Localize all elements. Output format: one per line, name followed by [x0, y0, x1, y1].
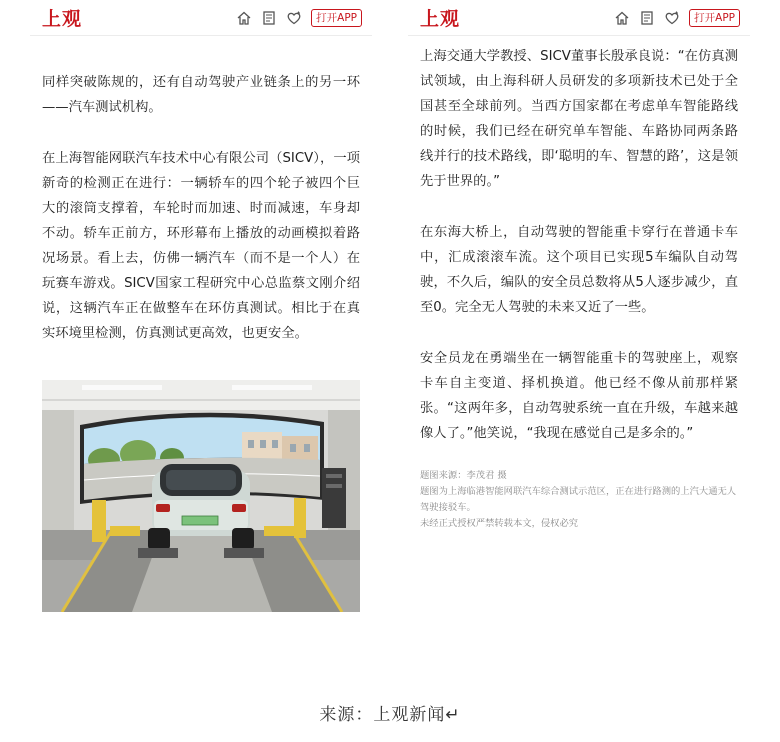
app-logo[interactable]: 上观 — [42, 8, 83, 30]
caption-line: 题图为上海临港智能网联汽车综合测试示范区，正在进行路测的上汽大通无人驾驶接驳车。 — [420, 486, 737, 513]
home-icon[interactable] — [614, 10, 630, 26]
document-icon[interactable] — [639, 10, 655, 26]
open-app-button[interactable]: 打开APP — [311, 9, 362, 27]
heart-icon[interactable] — [286, 10, 302, 26]
source-attribution: 来源：上观新闻↵ — [319, 705, 461, 725]
paragraph: 在上海智能网联汽车技术中心有限公司（SICV），一项新奇的检测正在进行：一辆轿车的四个轮子被四个巨大的滚筒支撑着，车轮时而加速、时而减速，车身却不动。轿车正前方，环形幕布上播放的动画模拟着路况场景。看上去，仿佛一辆汽车（而不是一个人）在玩赛车游戏。SICV国家工程研究中心总监蔡文刚介绍说，这辆汽车正在做整车在环仿真测试。相比于在真实环境里检测，仿真测试更高效，也更安全。 — [42, 151, 360, 341]
open-app-button[interactable]: 打开APP — [689, 9, 740, 27]
caption-line: 题图来源：李茂君 摄 — [420, 470, 507, 481]
paragraph: 上海交通大学教授、SICV董事长殷承良说：“在仿真测试领域，由上海科研人员研发的多项新技术已处于全国甚至全球前列。当西方国家都在考虑单车智能路线的时候，我们已经在研究单车智能、车路协同两条路线并行的技术路线，即‘聪明的车、智慧的路’，这是领先于世界的。” — [420, 49, 738, 189]
app-header — [30, 0, 372, 36]
app-header — [408, 0, 750, 36]
photo-caption — [420, 468, 738, 532]
paragraph: 安全员龙在勇端坐在一辆智能重卡的驾驶座上，观察卡车自主变道、择机换道。他已经不像从前那样紧张。“这两年多，自动驾驶系统一直在升级，车越来越像人了。”他笑说，“我现在感觉自己是多余的。” — [420, 351, 738, 441]
copyright-notice: 未经正式授权严禁转载本文，侵权必究 — [420, 518, 579, 529]
header-actions — [236, 9, 362, 27]
paragraph: 在东海大桥上，自动驾驶的智能重卡穿行在普通卡车中，汇成滚滚车流。这个项目已实现5车编队自动驾驶，不久后，编队的安全员总数将从5人逐步减少，直至0。完全无人驾驶的未来又近了一些。 — [420, 225, 738, 315]
article-body-right — [408, 44, 750, 532]
document-icon[interactable] — [261, 10, 277, 26]
header-actions — [614, 9, 740, 27]
article-body-left — [30, 70, 372, 612]
article-panel-left — [30, 0, 372, 680]
article-panel-right — [408, 0, 750, 680]
simulation-test-photo — [42, 380, 360, 612]
app-logo[interactable]: 上观 — [420, 8, 461, 30]
paragraph: 同样突破陈规的，还有自动驾驶产业链条上的另一环——汽车测试机构。 — [42, 75, 360, 115]
home-icon[interactable] — [236, 10, 252, 26]
heart-icon[interactable] — [664, 10, 680, 26]
